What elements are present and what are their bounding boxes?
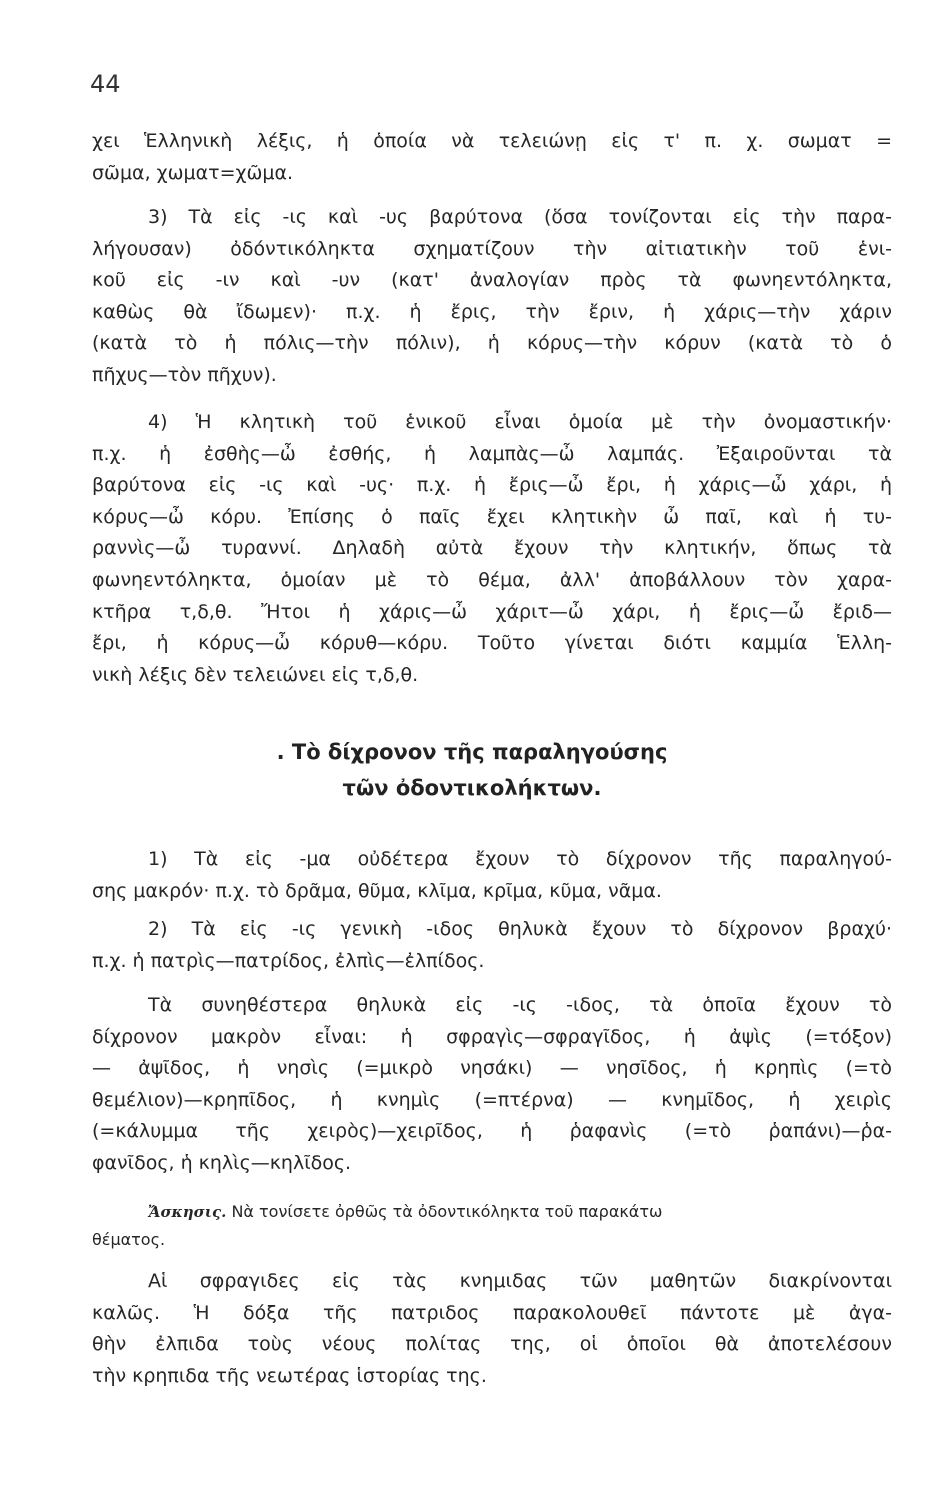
paragraph-continuation [92,126,892,189]
text-line: νικὴ λέξις δὲν τελειώνει εἰς τ,δ,θ. [92,663,419,686]
text-line: βαρύτονα εἰς -ις καὶ -υς· π.χ. ἡ ἔρις—ὦ ἔρι, ἡ χάρις—ὦ χάρι, ἡ [92,474,892,497]
heading-line: τῶν ὀδοντικολήκτων. [342,776,602,800]
text-line: δίχρονον μακρὸν εἶναι: ἡ σφραγὶς—σφραγῖδος, ἡ ἀψὶς (=τόξον) [92,1025,892,1048]
text-line: κοῦ εἰς -ιν καὶ -υν (κατ' ἀναλογίαν πρὸς τὰ φωνηεντόληκτα, [92,269,892,292]
text-line: καλῶς. Ἡ δόξα τῆς πατριδος παρακολουθεῖ πάντοτε μὲ ἀγα- [92,1301,892,1324]
text-line: χει Ἑλληνικὴ λέξις, ἡ ὁποία νὰ τελειώνῃ εἰς τ' π. χ. σωματ = [92,130,892,152]
text-line: θὴν ἐλπιδα τοὺς νέους πολίτας της, οἱ ὁποῖοι θὰ ἀποτελέσουν [92,1333,892,1356]
exercise-text: Νὰ τονίσετε ὀρθῶς τὰ ὀδοντικόληκτα τοῦ παρακάτω [226,1202,663,1221]
text-line: κόρυς—ὦ κόρυ. Ἐπίσης ὁ παῖς ἔχει κλητικὴν ὦ παῖ, καὶ ἡ τυ- [92,505,892,528]
page-number: 44 [90,70,121,98]
paragraph-rule-3 [92,202,892,392]
text-line: λήγουσαν) ὀδόντικόληκτα σχηματίζουν τὴν αἰτιατικὴν τοῦ ἑνι- [92,237,892,260]
text-line: 2) Τὰ εἰς -ις γενικὴ -ιδος θηλυκὰ ἔχουν τὸ δίχρονον βραχύ· [148,918,892,940]
text-line: (=κάλυμμα τῆς χειρὸς)—χειρῖδος, ἡ ῥαφανὶς (=τὸ ῥαπάνι)—ῥα- [92,1120,892,1143]
text-line: θεμέλιον)—κρηπῖδος, ἡ κνημὶς (=πτέρνα) — κνημῖδος, ἡ χειρὶς [92,1088,892,1111]
paragraph-exceptions [92,990,892,1180]
text-line [92,1198,892,1226]
exercise-label: Ἄσκησις. [148,1203,227,1221]
text-line: σῶμα, χωματ=χῶμα. [92,161,294,184]
text-line: Αἱ σφραγιδες εἰς τὰς κνημιδας τῶν μαθητῶν διακρίνονται [148,1270,892,1292]
text-line: τὴν κρηπιδα τῆς νεωτέρας ἱστορίας της. [92,1364,487,1387]
text-line: κτῆρα τ,δ,θ. Ἤτοι ἡ χάρις—ὦ χάριτ—ὦ χάρι, ἡ ἔρις—ὦ ἔριδ— [92,600,892,623]
text-line: ραννὶς—ὦ τυραννί. Δηλαδὴ αὐτὰ ἔχουν τὴν κλητικήν, ὅπως τὰ [92,537,892,560]
text-line: φανῖδος, ἡ κηλὶς—κηλῖδος. [92,1151,352,1174]
text-line: σης μακρόν· π.χ. τὸ δρᾶμα, θῦμα, κλῖμα, κρῖμα, κῦμα, νᾶμα. [92,879,662,902]
text-line: — ἀψῖδος, ἡ νησὶς (=μικρὸ νησάκι) — νησῖδος, ἡ κρηπὶς (=τὸ [92,1057,892,1080]
heading-line: . Τὸ δίχρονον τῆς παραληγούσης [276,740,668,764]
paragraph-rule-4 [92,407,892,691]
text-line: φωνηεντόληκτα, ὁμοίαν μὲ τὸ θέμα, ἀλλ' ἀποβάλλουν τὸν χαρα- [92,568,892,591]
paragraph-rule-2 [92,914,892,977]
text-line: ἔρι, ἡ κόρυς—ὦ κόρυθ—κόρυ. Τοῦτο γίνεται διότι καμμία Ἑλλη- [92,632,892,655]
text-line: Τὰ συνηθέστερα θηλυκὰ εἰς -ις -ιδος, τὰ ὁποῖα ἔχουν τὸ [148,994,892,1016]
text-line: (κατὰ τὸ ἡ πόλις—τὴν πόλιν), ἡ κόρυς—τὴν κόρυν (κατὰ τὸ ὁ [92,332,892,355]
text-line: π.χ. ἡ ἐσθὴς—ὦ ἐσθής, ἡ λαμπὰς—ὦ λαμπάς. Ἐξαιροῦνται τὰ [92,442,892,465]
exercise-instruction [92,1198,892,1254]
text-line: καθὼς θὰ ἴδωμεν)· π.χ. ἡ ἔρις, τὴν ἔριν, ἡ χάρις—τὴν χάριν [92,300,892,323]
text-line: π.χ. ἡ πατρὶς—πατρίδος, ἐλπὶς—ἐλπίδος. [92,949,485,972]
text-line: 1) Τὰ εἰς -μα οὐδέτερα ἔχουν τὸ δίχρονον τῆς παραληγού- [148,848,892,870]
paragraph-rule-1 [92,844,892,907]
text-line: 3) Τὰ εἰς -ις καὶ -υς βαρύτονα (ὅσα τονίζονται εἰς τὴν παρα- [148,206,892,228]
text-line: θέματος. [92,1230,166,1249]
exercise-passage [92,1266,892,1392]
section-heading [92,734,852,806]
text-line: πῆχυς—τὸν πῆχυν). [92,363,277,386]
text-line: 4) Ἡ κλητικὴ τοῦ ἑνικοῦ εἶναι ὁμοία μὲ τὴν ὀνομαστικήν· [148,411,892,433]
